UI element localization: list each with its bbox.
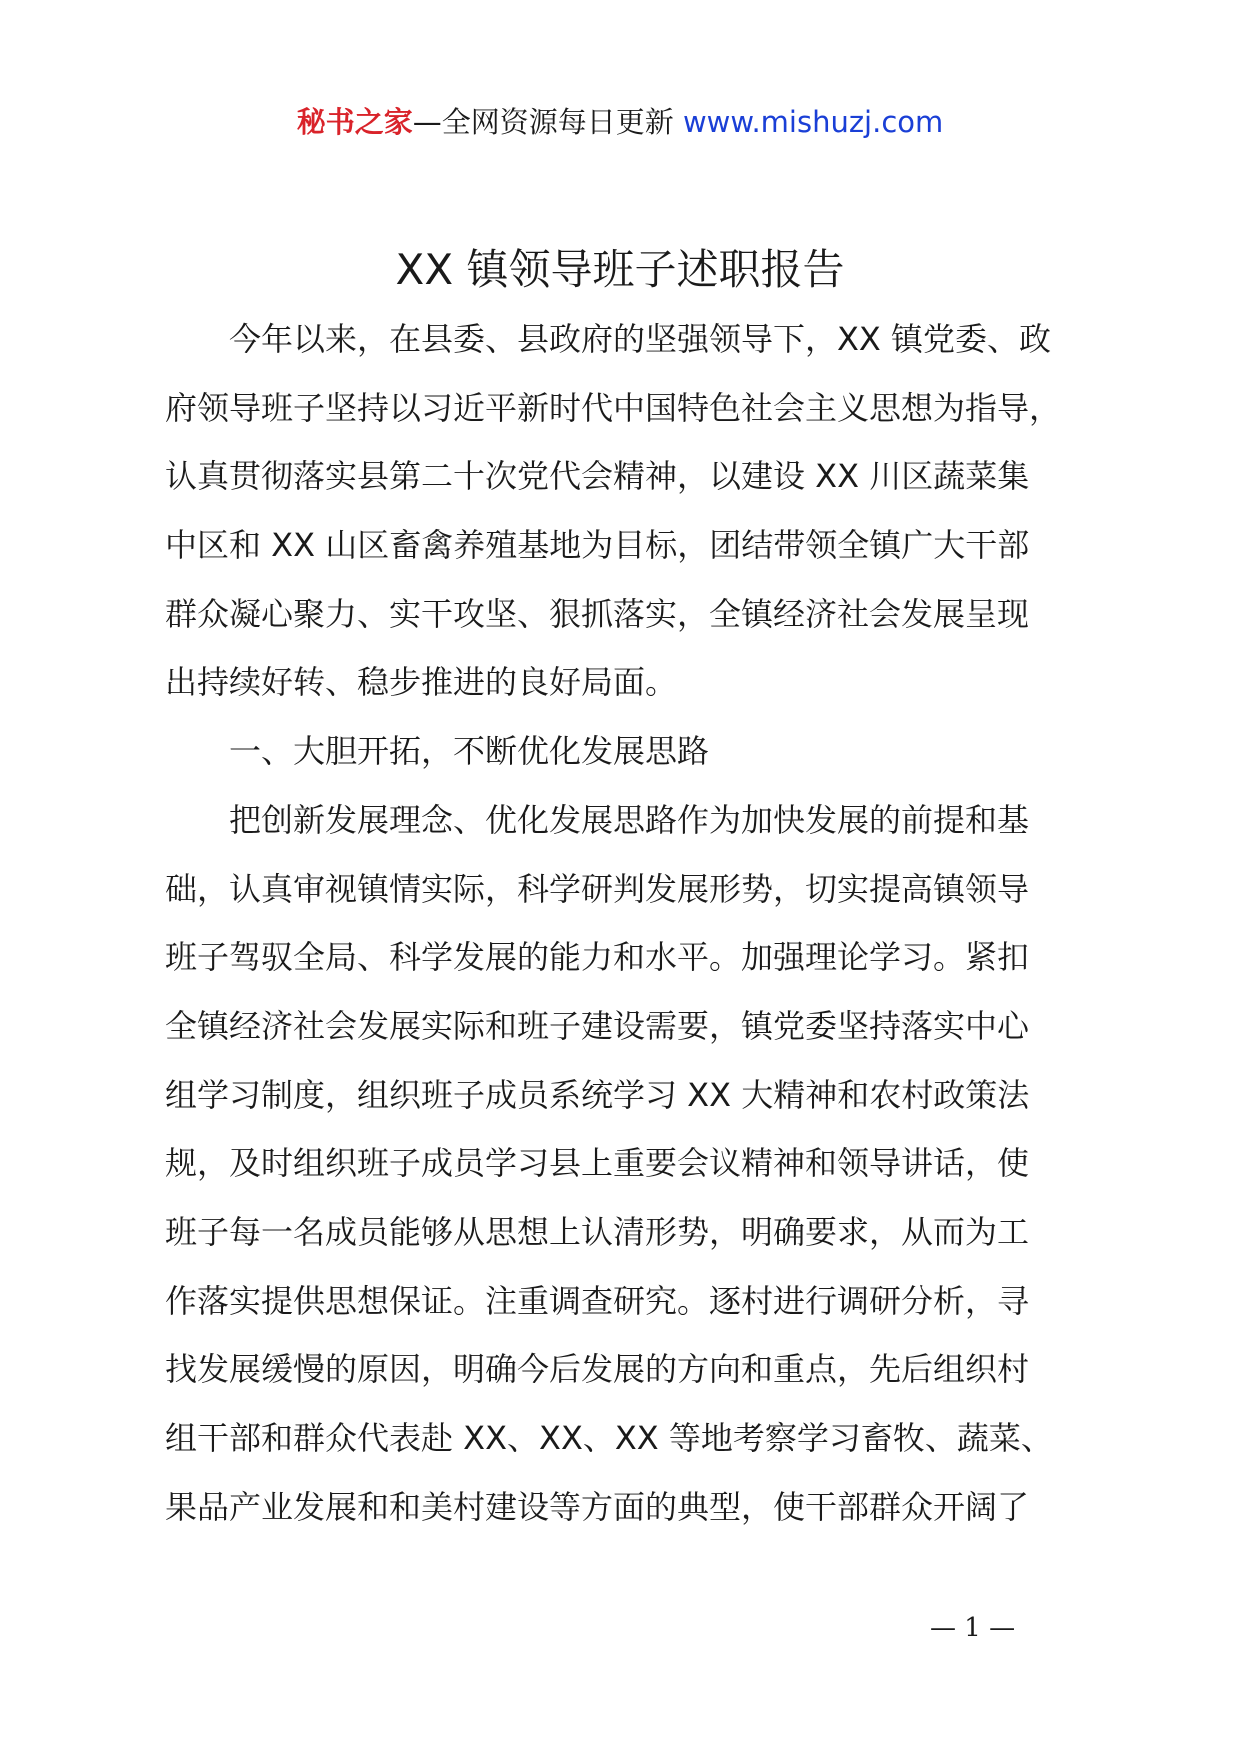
- section-heading: 一、大胆开拓，不断优化发展思路: [229, 732, 710, 771]
- site-brand: 秘书之家: [296, 105, 413, 139]
- page-number: — 1 —: [930, 1613, 1016, 1643]
- paragraph-line: 群众凝心聚力、实干攻坚、狠抓落实，全镇经济社会发展呈现: [165, 594, 1030, 633]
- paragraph-line: 组干部和群众代表赴 XX、XX、XX 等地考察学习畜牧、蔬菜、: [165, 1419, 1053, 1457]
- paragraph-line: 认真贯彻落实县第二十次党代会精神，以建设 XX 川区蔬菜集: [165, 457, 1030, 496]
- paragraph-line: 作落实提供思想保证。注重调查研究。逐村进行调研分析，寻: [165, 1281, 1030, 1320]
- site-header: [0, 100, 1240, 144]
- paragraph-line: 出持续好转、稳步推进的良好局面。: [165, 663, 678, 702]
- paragraph-line: 把创新发展理念、优化发展思路作为加快发展的前提和基: [229, 800, 1030, 839]
- paragraph-line: 府领导班子坚持以习近平新时代中国特色社会主义思想为指导，: [165, 388, 1062, 427]
- document-title: XX 镇领导班子述职报告: [395, 245, 845, 294]
- paragraph-line: 全镇经济社会发展实际和班子建设需要，镇党委坚持落实中心: [165, 1006, 1030, 1045]
- paragraph-line: 找发展缓慢的原因，明确今后发展的方向和重点，先后组织村: [165, 1350, 1030, 1389]
- paragraph-line: 规，及时组织班子成员学习县上重要会议精神和领导讲话，使: [165, 1144, 1030, 1183]
- paragraph-line: 础，认真审视镇情实际，科学研判发展形势，切实提高镇领导: [165, 869, 1030, 908]
- paragraph-line: 班子驾驭全局、科学发展的能力和水平。加强理论学习。紧扣: [165, 938, 1030, 977]
- paragraph-line: 果品产业发展和和美村建设等方面的典型，使干部群众开阔了: [165, 1487, 1030, 1526]
- paragraph-line: 中区和 XX 山区畜禽养殖基地为目标，团结带领全镇广大干部: [165, 526, 1030, 565]
- site-url[interactable]: www.mishuzj.com: [682, 105, 944, 139]
- site-tagline: —全网资源每日更新: [412, 105, 683, 139]
- paragraph-line: 组学习制度，组织班子成员系统学习 XX 大精神和农村政策法: [165, 1075, 1030, 1114]
- paragraph-line: 今年以来，在县委、县政府的坚强领导下，XX 镇党委、政: [229, 320, 1052, 358]
- paragraph-line: 班子每一名成员能够从思想上认清形势，明确要求，从而为工: [165, 1212, 1030, 1251]
- document-body: [165, 305, 1115, 1541]
